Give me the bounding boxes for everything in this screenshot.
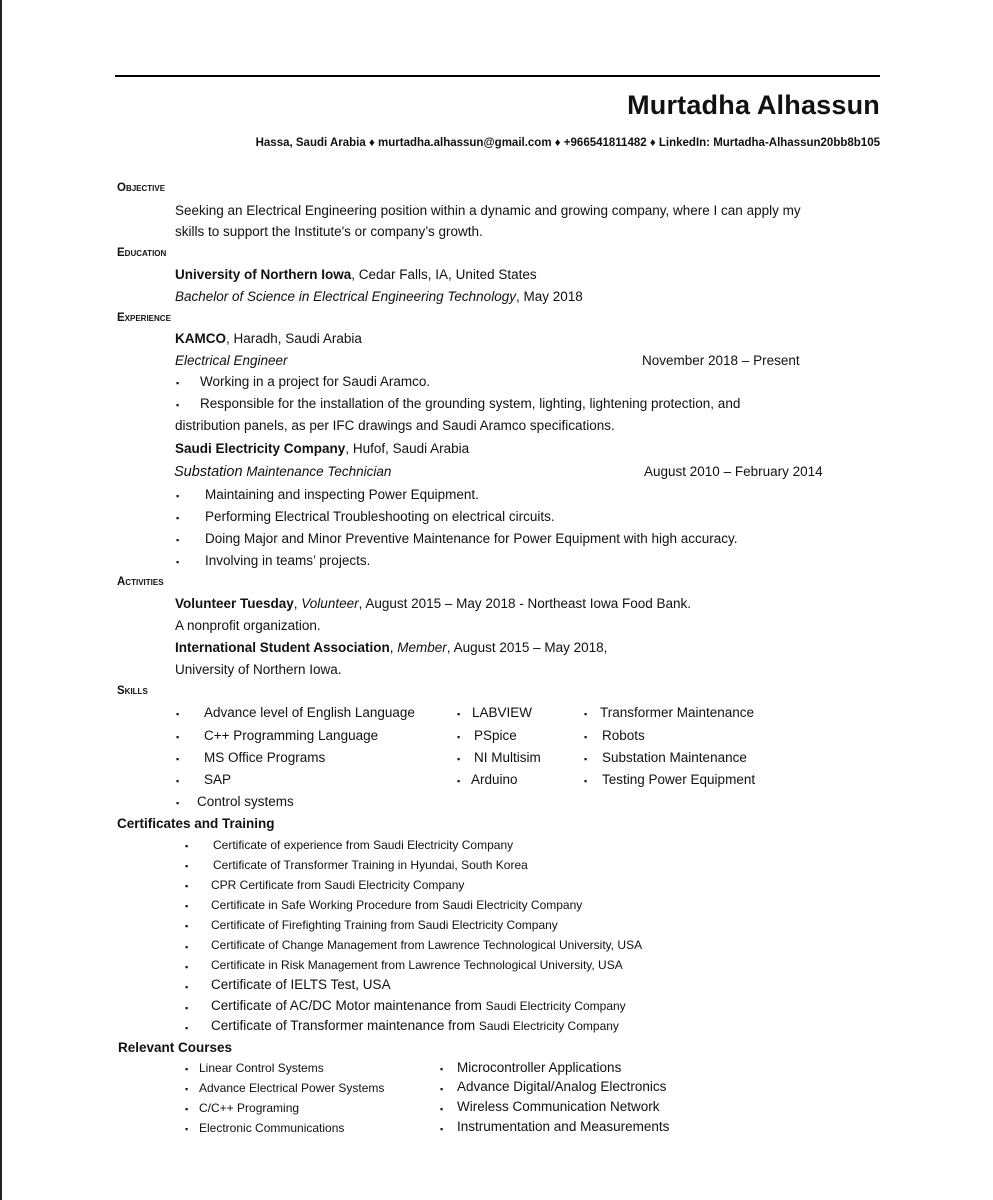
certificate-item: Certificate of Firefighting Training from Saudi Electricity Company [211,918,558,932]
bullet-icon: ▪ [185,1003,189,1013]
certificate-item: Certificate in Safe Working Procedure from Saudi Electricity Company [211,898,583,912]
bullet-icon: ▪ [176,732,180,742]
job-title: Electrical Engineer [175,353,288,368]
bullet-icon: ▪ [185,1084,189,1094]
job-employer [175,441,469,456]
activity-sep: , [293,596,302,611]
bullet-icon: ▪ [584,776,588,786]
resume-name: Murtadha Alhassun [627,90,880,120]
certificate-item [211,998,626,1013]
course-item: Advance Digital/Analog Electronics [457,1079,667,1094]
bullet-icon: ▪ [176,709,180,719]
skill-item: NI Multisim [474,750,541,765]
job-dates: November 2018 – Present [642,353,800,368]
activity-org: Volunteer Tuesday [175,596,294,611]
bullet-icon: ▪ [457,754,461,764]
job-bullet: Involving in teams’ projects. [205,553,371,568]
job-title-rest: Maintenance Technician [242,464,392,479]
bullet-icon: ▪ [185,962,189,972]
degree-date: , May 2018 [515,289,583,304]
company-location: , Haradh, Saudi Arabia [226,331,362,346]
bullet-icon: ▪ [176,400,180,410]
page-left-edge [0,0,2,1200]
bullet-icon: ▪ [584,754,588,764]
skill-item: Testing Power Equipment [602,772,756,787]
course-item: Advance Electrical Power Systems [199,1081,385,1095]
skill-item: Control systems [197,794,294,809]
activity-details: , August 2015 – May 2018, [446,640,608,655]
company-name: Saudi Electricity Company [175,441,346,456]
company-location: , Hufof, Saudi Arabia [345,441,470,456]
job-bullet: Doing Major and Minor Preventive Maintenance for Power Equipment with high accuracy. [205,531,738,546]
certificate-item: CPR Certificate from Saudi Electricity Company [211,878,465,892]
school-name: University of Northern Iowa [175,267,352,282]
bullet-icon: ▪ [176,776,180,786]
course-item: Linear Control Systems [199,1061,324,1075]
certificate-item: Certificate of experience from Saudi Electricity Company [213,838,514,852]
bullet-icon: ▪ [185,1124,189,1134]
bullet-icon: ▪ [185,861,189,871]
certificate-text: Certificate of AC/DC Motor maintenance from [211,998,486,1013]
bullet-icon: ▪ [457,709,461,719]
section-heading-certificates: Certificates and Training [117,816,275,831]
job-bullet: Performing Electrical Troubleshooting on electrical circuits. [205,509,555,524]
skill-item: Robots [602,728,645,743]
certificate-item [211,1018,619,1033]
course-item: C/C++ Programing [199,1101,300,1115]
course-item: Instrumentation and Measurements [457,1119,670,1134]
header-rule [115,75,880,77]
course-item: Electronic Communications [199,1121,345,1135]
job-title-first-word: Substation [174,464,243,480]
skill-item: Transformer Maintenance [600,705,755,720]
activity-sep: , [389,640,398,655]
job-bullet: Working in a project for Saudi Aramco. [200,374,431,389]
section-heading-activities: Activities [117,576,164,588]
activity-role: Member [397,640,447,655]
job-dates: August 2010 – February 2014 [644,464,823,479]
bullet-icon: ▪ [185,1023,189,1033]
skill-item: LABVIEW [472,705,533,720]
bullet-icon: ▪ [440,1064,444,1074]
objective-line-1: Seeking an Electrical Engineering position within a dynamic and growing company, where I can apply my [175,203,801,218]
skill-item: SAP [204,772,232,787]
bullet-icon: ▪ [176,754,180,764]
job-title [174,463,391,481]
bullet-icon: ▪ [440,1084,444,1094]
section-heading-objective: Objective [117,182,166,194]
bullet-icon: ▪ [185,982,189,992]
bullet-icon: ▪ [176,557,180,567]
course-item: Wireless Communication Network [457,1099,660,1114]
bullet-icon: ▪ [176,798,180,808]
section-heading-courses: Relevant Courses [118,1040,233,1055]
skill-item: PSpice [474,728,517,743]
course-item: Microcontroller Applications [457,1060,622,1075]
certificate-text: Certificate of Transformer maintenance from [211,1018,479,1033]
section-heading-education: Education [117,247,167,259]
bullet-icon: ▪ [176,378,180,388]
bullet-icon: ▪ [176,491,180,501]
activity-role: Volunteer [301,596,359,611]
school-location: , Cedar Falls, IA, United States [351,267,537,282]
bullet-icon: ▪ [584,709,588,719]
bullet-icon: ▪ [185,921,189,931]
bullet-icon: ▪ [440,1104,444,1114]
activity-note: A nonprofit organization. [175,618,321,633]
certificate-item: Certificate of Change Management from Lawrence Technological University, USA [211,938,643,952]
bullet-icon: ▪ [176,535,180,545]
activity-note: University of Northern Iowa. [175,662,342,677]
certificate-issuer: Saudi Electricity Company [478,1019,619,1033]
bullet-icon: ▪ [457,776,461,786]
activity-entry [175,640,607,655]
skill-item: Advance level of English Language [204,705,415,720]
certificate-item: Certificate in Risk Management from Lawrence Technological University, USA [211,958,623,972]
certificate-item: Certificate of Transformer Training in Hyundai, South Korea [213,858,528,872]
activity-details: , August 2015 – May 2018 - Northeast Iowa Food Bank. [358,596,692,611]
bullet-icon: ▪ [185,881,189,891]
objective-line-2: skills to support the Institute's or company’s growth. [175,224,483,239]
job-employer [175,331,362,346]
certificate-issuer: Saudi Electricity Company [485,999,626,1013]
job-bullet-continuation: distribution panels, as per IFC drawings and Saudi Aramco specifications. [175,418,615,433]
company-name: KAMCO [175,331,226,346]
bullet-icon: ▪ [584,732,588,742]
skill-item: MS Office Programs [204,750,326,765]
contact-line: Hassa, Saudi Arabia ♦ murtadha.alhassun@gmail.com ♦ +966541811482 ♦ LinkedIn: Murtadha-Alhassun20bb8b105 [255,137,880,149]
activity-entry [175,596,691,611]
job-bullet: Responsible for the installation of the grounding system, lighting, lightening protection, and [200,396,741,411]
skill-item: Arduino [471,772,518,787]
skill-item: C++ Programming Language [204,728,379,743]
bullet-icon: ▪ [185,841,189,851]
bullet-icon: ▪ [457,732,461,742]
section-heading-skills: Skills [117,685,148,697]
bullet-icon: ▪ [176,513,180,523]
section-heading-experience: Experience [117,312,171,324]
bullet-icon: ▪ [185,901,189,911]
degree-line [175,289,583,304]
degree-name: Bachelor of Science in Electrical Engineering Technology [175,289,516,304]
job-bullet: Maintaining and inspecting Power Equipment. [205,487,479,502]
education-entry [175,267,537,282]
bullet-icon: ▪ [185,1064,189,1074]
bullet-icon: ▪ [185,1104,189,1114]
bullet-icon: ▪ [185,942,189,952]
bullet-icon: ▪ [440,1124,444,1134]
activity-org: International Student Association [175,640,390,655]
certificate-item: Certificate of IELTS Test, USA [211,977,391,992]
skill-item: Substation Maintenance [602,750,747,765]
